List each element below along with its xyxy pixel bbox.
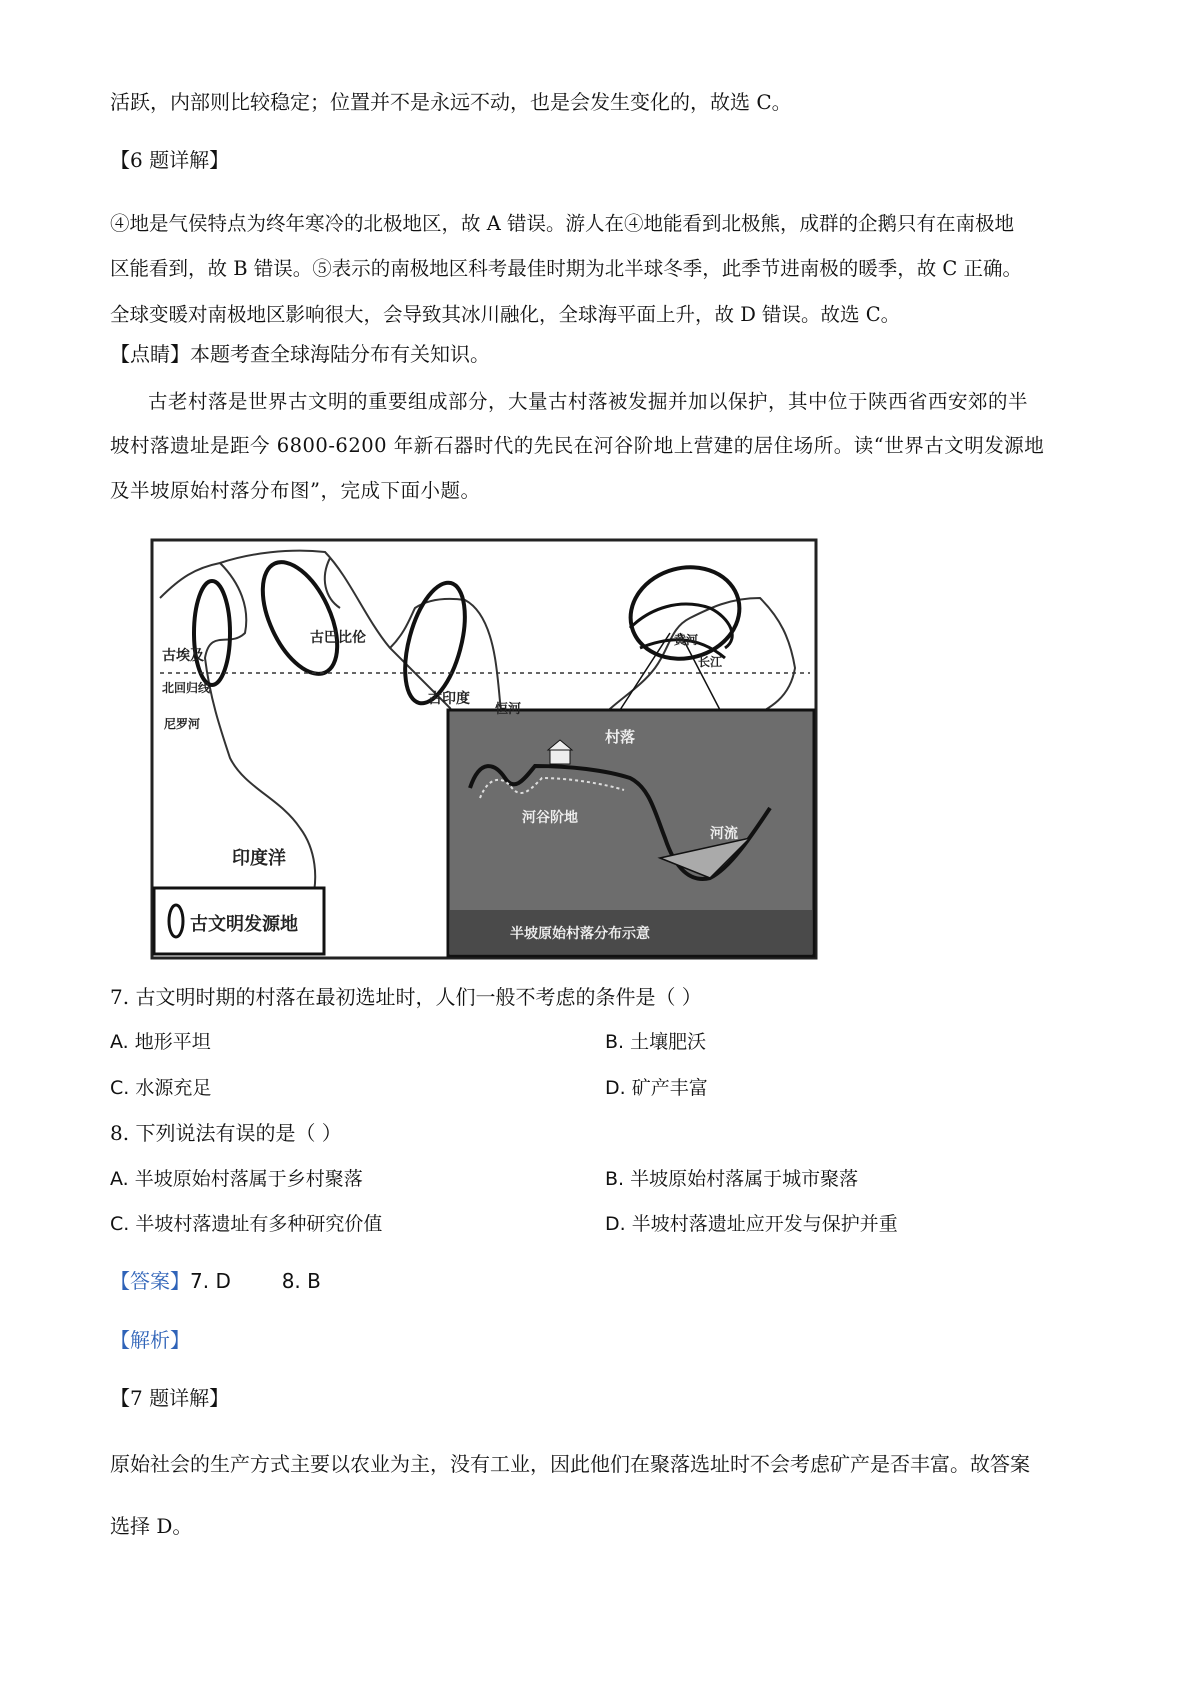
label-ganges: 恒河 bbox=[495, 702, 522, 717]
q7-detail-header: 【7 题详解】 bbox=[110, 1386, 230, 1410]
label-indian-ocean: 印度洋 bbox=[232, 848, 286, 869]
q7-detail-line-1: 原始社会的生产方式主要以农业为主，没有工业，因此他们在聚落选址时不会考虑矿产是否丰富。故答案 bbox=[110, 1452, 1030, 1476]
q8-option-b: B. 半坡原始村落属于城市聚落 bbox=[605, 1168, 859, 1190]
label-india: 古印度 bbox=[428, 691, 470, 707]
label-inset-river: 河流 bbox=[710, 826, 738, 842]
q8-option-c: C. 半坡村落遗址有多种研究价值 bbox=[110, 1213, 383, 1235]
intro-line-1: 古老村落是世界古文明的重要组成部分，大量古村落被发掘并加以保护，其中位于陕西省西安郊的半 bbox=[148, 390, 1029, 413]
dianjing-note: 【点睛】本题考查全球海陆分布有关知识。 bbox=[110, 342, 490, 366]
label-legend: 古文明发源地 bbox=[190, 914, 298, 935]
q8-option-d: D. 半坡村落遗址应开发与保护并重 bbox=[605, 1213, 898, 1235]
ancient-civilization-map bbox=[150, 538, 818, 964]
answer-line bbox=[110, 1267, 321, 1295]
q7-stem: 7. 古文明时期的村落在最初选址时，人们一般不考虑的条件是（ ） bbox=[110, 985, 702, 1009]
label-inset-title: 半坡原始村落分布示意 bbox=[510, 926, 650, 942]
q6-body-line-1: ④地是气侯特点为终年寒冷的北极地区，故 A 错误。游人在④地能看到北极熊，成群的企鹅只有在南极地 bbox=[110, 212, 1014, 235]
label-nile: 尼罗河 bbox=[164, 717, 201, 731]
label-inset-terrace: 河谷阶地 bbox=[522, 810, 578, 826]
label-yangtze: 长江 bbox=[698, 655, 723, 669]
q7-option-b: B. 土壤肥沃 bbox=[605, 1031, 707, 1053]
q8-stem: 8. 下列说法有误的是（ ） bbox=[110, 1121, 342, 1145]
q7-detail-line-2: 选择 D。 bbox=[110, 1514, 193, 1538]
label-inset-village: 村落 bbox=[605, 728, 636, 746]
label-yellow-river: 黄河 bbox=[674, 633, 699, 647]
q8-option-a: A. 半坡原始村落属于乡村聚落 bbox=[110, 1168, 363, 1190]
q6-header: 【6 题详解】 bbox=[110, 148, 230, 172]
q7-option-a: A. 地形平坦 bbox=[110, 1031, 211, 1053]
prev-answer-end: 活跃，内部则比较稳定；位置并不是永远不动，也是会发生变化的，故选 C。 bbox=[110, 90, 792, 114]
label-babylon: 古巴比伦 bbox=[310, 630, 366, 646]
intro-line-2: 坡村落遗址是距今 6800-6200 年新石器时代的先民在河谷阶地上营建的居住场所。读“世界古文明发源地 bbox=[110, 434, 1045, 457]
answer-label: 【答案】 bbox=[110, 1269, 190, 1293]
intro-line-3: 及半坡原始村落分布图”，完成下面小题。 bbox=[110, 479, 481, 502]
label-egypt: 古埃及 bbox=[162, 648, 204, 664]
q6-body-line-3: 全球变暖对南极地区影响很大，会导致其冰川融化，全球海平面上升，故 D 错误。故选 C。 bbox=[110, 303, 901, 326]
analysis-label: 【解析】 bbox=[110, 1328, 190, 1352]
label-tropic: 北回归线 bbox=[162, 681, 211, 695]
q6-body-line-2: 区能看到，故 B 错误。⑤表示的南极地区科考最佳时期为北半球冬季，此季节进南极的暖季，故 C 正确。 bbox=[110, 257, 1023, 280]
answer-text: 7. D 8. B bbox=[190, 1269, 321, 1293]
q7-option-d: D. 矿产丰富 bbox=[605, 1077, 708, 1099]
q7-option-c: C. 水源充足 bbox=[110, 1077, 212, 1099]
